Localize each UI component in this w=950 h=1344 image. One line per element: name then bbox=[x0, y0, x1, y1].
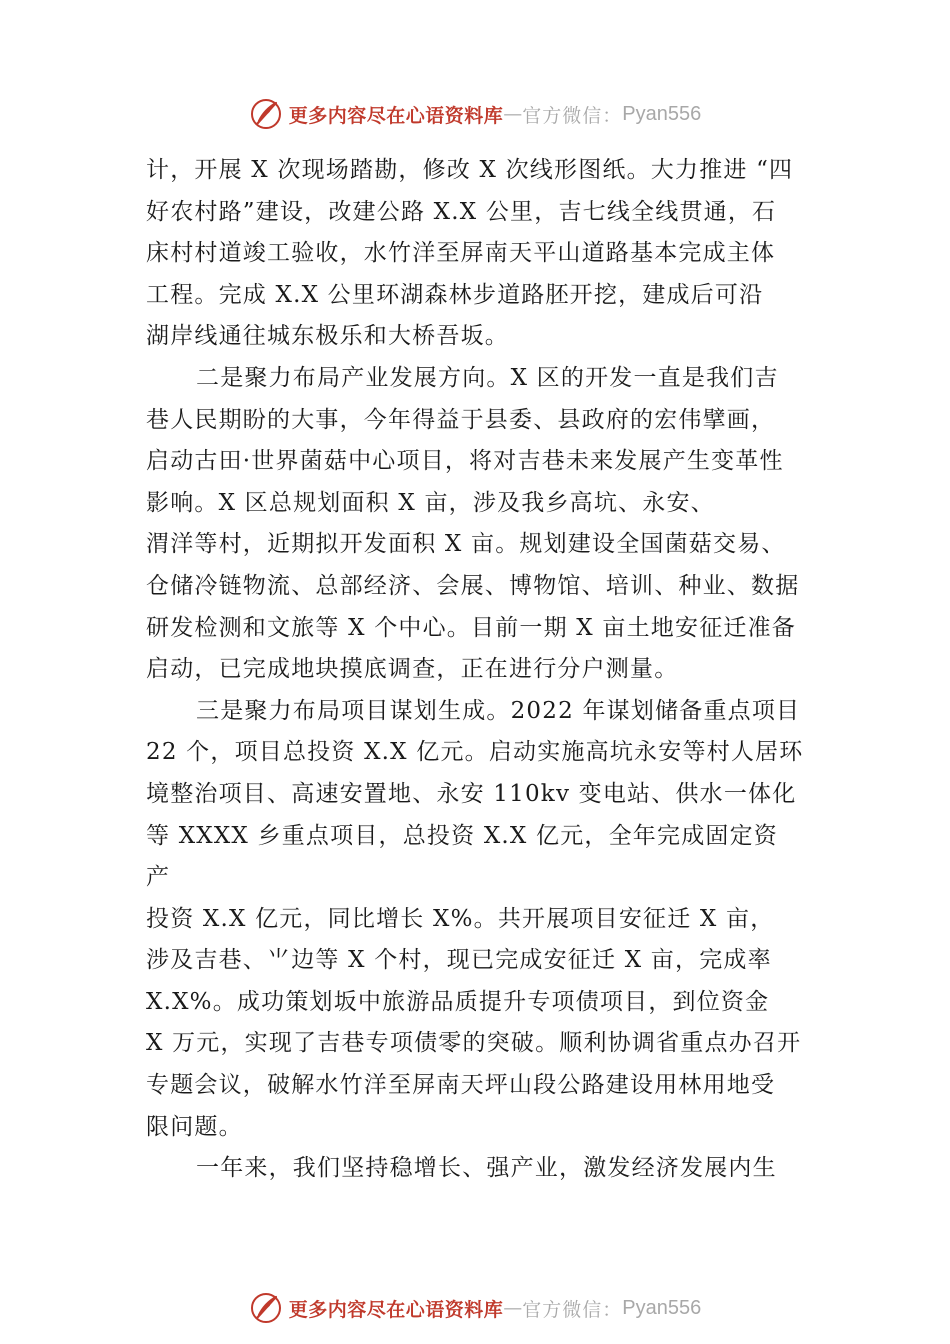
banner-site-name: 更多内容尽在心语资料库 bbox=[288, 104, 504, 127]
text-line: X.X%。成功策划坂中旅游品质提升专项债项目，到位资金 bbox=[146, 988, 770, 1015]
paragraph-start-line: 二是聚力布局产业发展方向。X 区的开发一直是我们吉 bbox=[196, 364, 779, 391]
banner-site-name: 更多内容尽在心语资料库 bbox=[288, 1298, 504, 1321]
banner-dash: — bbox=[503, 1297, 523, 1319]
text-line: 湖岸线通往城东极乐和大桥吾坂。 bbox=[146, 323, 509, 350]
banner-wechat-handle: Pyan556 bbox=[622, 1296, 702, 1319]
text-line: 等 XXXX 乡重点项目，总投资 X.X 亿元，全年完成固定资 bbox=[146, 822, 778, 849]
text-line: 涉及吉巷、⺌边等 X 个村，现已完成安征迁 X 亩，完成率 bbox=[146, 947, 772, 974]
text-line: 好农村路”建设，改建公路 X.X 公里，吉七线全线贯通，石 bbox=[146, 198, 777, 225]
banner-wechat-label: 官方微信： bbox=[522, 1298, 623, 1321]
text-line: 境整治项目、高速安置地、永安 110kv 变电站、供水一体化 bbox=[146, 780, 797, 807]
text-line: 限问题。 bbox=[146, 1113, 243, 1140]
banner-wechat-handle: Pyan556 bbox=[622, 102, 702, 125]
paragraph-start-line: 三是聚力布局项目谋划生成。2022 年谋划储备重点项目 bbox=[196, 697, 801, 724]
text-line: 产 bbox=[146, 864, 171, 891]
paragraph-start-line: 一年来，我们坚持稳增长、强产业，激发经济发展内生 bbox=[196, 1155, 777, 1182]
banner-wechat-label: 官方微信： bbox=[522, 104, 623, 127]
document-body bbox=[146, 150, 836, 1190]
text-line: 投资 X.X 亿元，同比增长 X%。共开展项目安征迁 X 亩， bbox=[146, 905, 775, 932]
footer-banner bbox=[0, 1288, 950, 1328]
text-line: 仓储冷链物流、总部经济、会展、博物馆、培训、种业、数据 bbox=[146, 572, 800, 599]
text-line: 计，开展 X 次现场踏勘，修改 X 次线形图纸。大力推进 “四 bbox=[146, 157, 794, 183]
header-banner bbox=[0, 94, 950, 134]
text-line: X 万元，实现了吉巷专项债零的突破。顺利协调省重点办召开 bbox=[146, 1030, 802, 1057]
banner-dash: — bbox=[503, 103, 523, 125]
text-line: 研发检测和文旅等 X 个中心。目前一期 X 亩土地安征迁准备 bbox=[146, 614, 796, 641]
quill-logo-icon bbox=[249, 1291, 283, 1325]
text-line: 专题会议，破解水竹洋至屏南天坪山段公路建设用林用地受 bbox=[146, 1072, 776, 1099]
text-line: 22 个，项目总投资 X.X 亿元。启动实施高坑永安等村人居环 bbox=[146, 739, 804, 766]
text-line: 巷人民期盼的大事，今年得益于县委、县政府的宏伟擘画， bbox=[146, 406, 776, 433]
quill-logo-icon bbox=[249, 97, 283, 131]
text-line: 渭洋等村，近期拟开发面积 X 亩。规划建设全国菌菇交易、 bbox=[146, 531, 786, 558]
text-line: 工程。完成 X.X 公里环湖森林步道路胚开挖，建成后可沿 bbox=[146, 281, 764, 308]
text-line: 影响。X 区总规划面积 X 亩，涉及我乡高坑、永安、 bbox=[146, 489, 715, 516]
text-line: 床村村道竣工验收，水竹洋至屏南天平山道路基本完成主体 bbox=[146, 240, 776, 267]
text-line: 启动，已完成地块摸底调查，正在进行分户测量。 bbox=[146, 656, 679, 683]
text-line: 启动古田·世界菌菇中心项目，将对吉巷未来发展产生变革性 bbox=[146, 448, 784, 475]
